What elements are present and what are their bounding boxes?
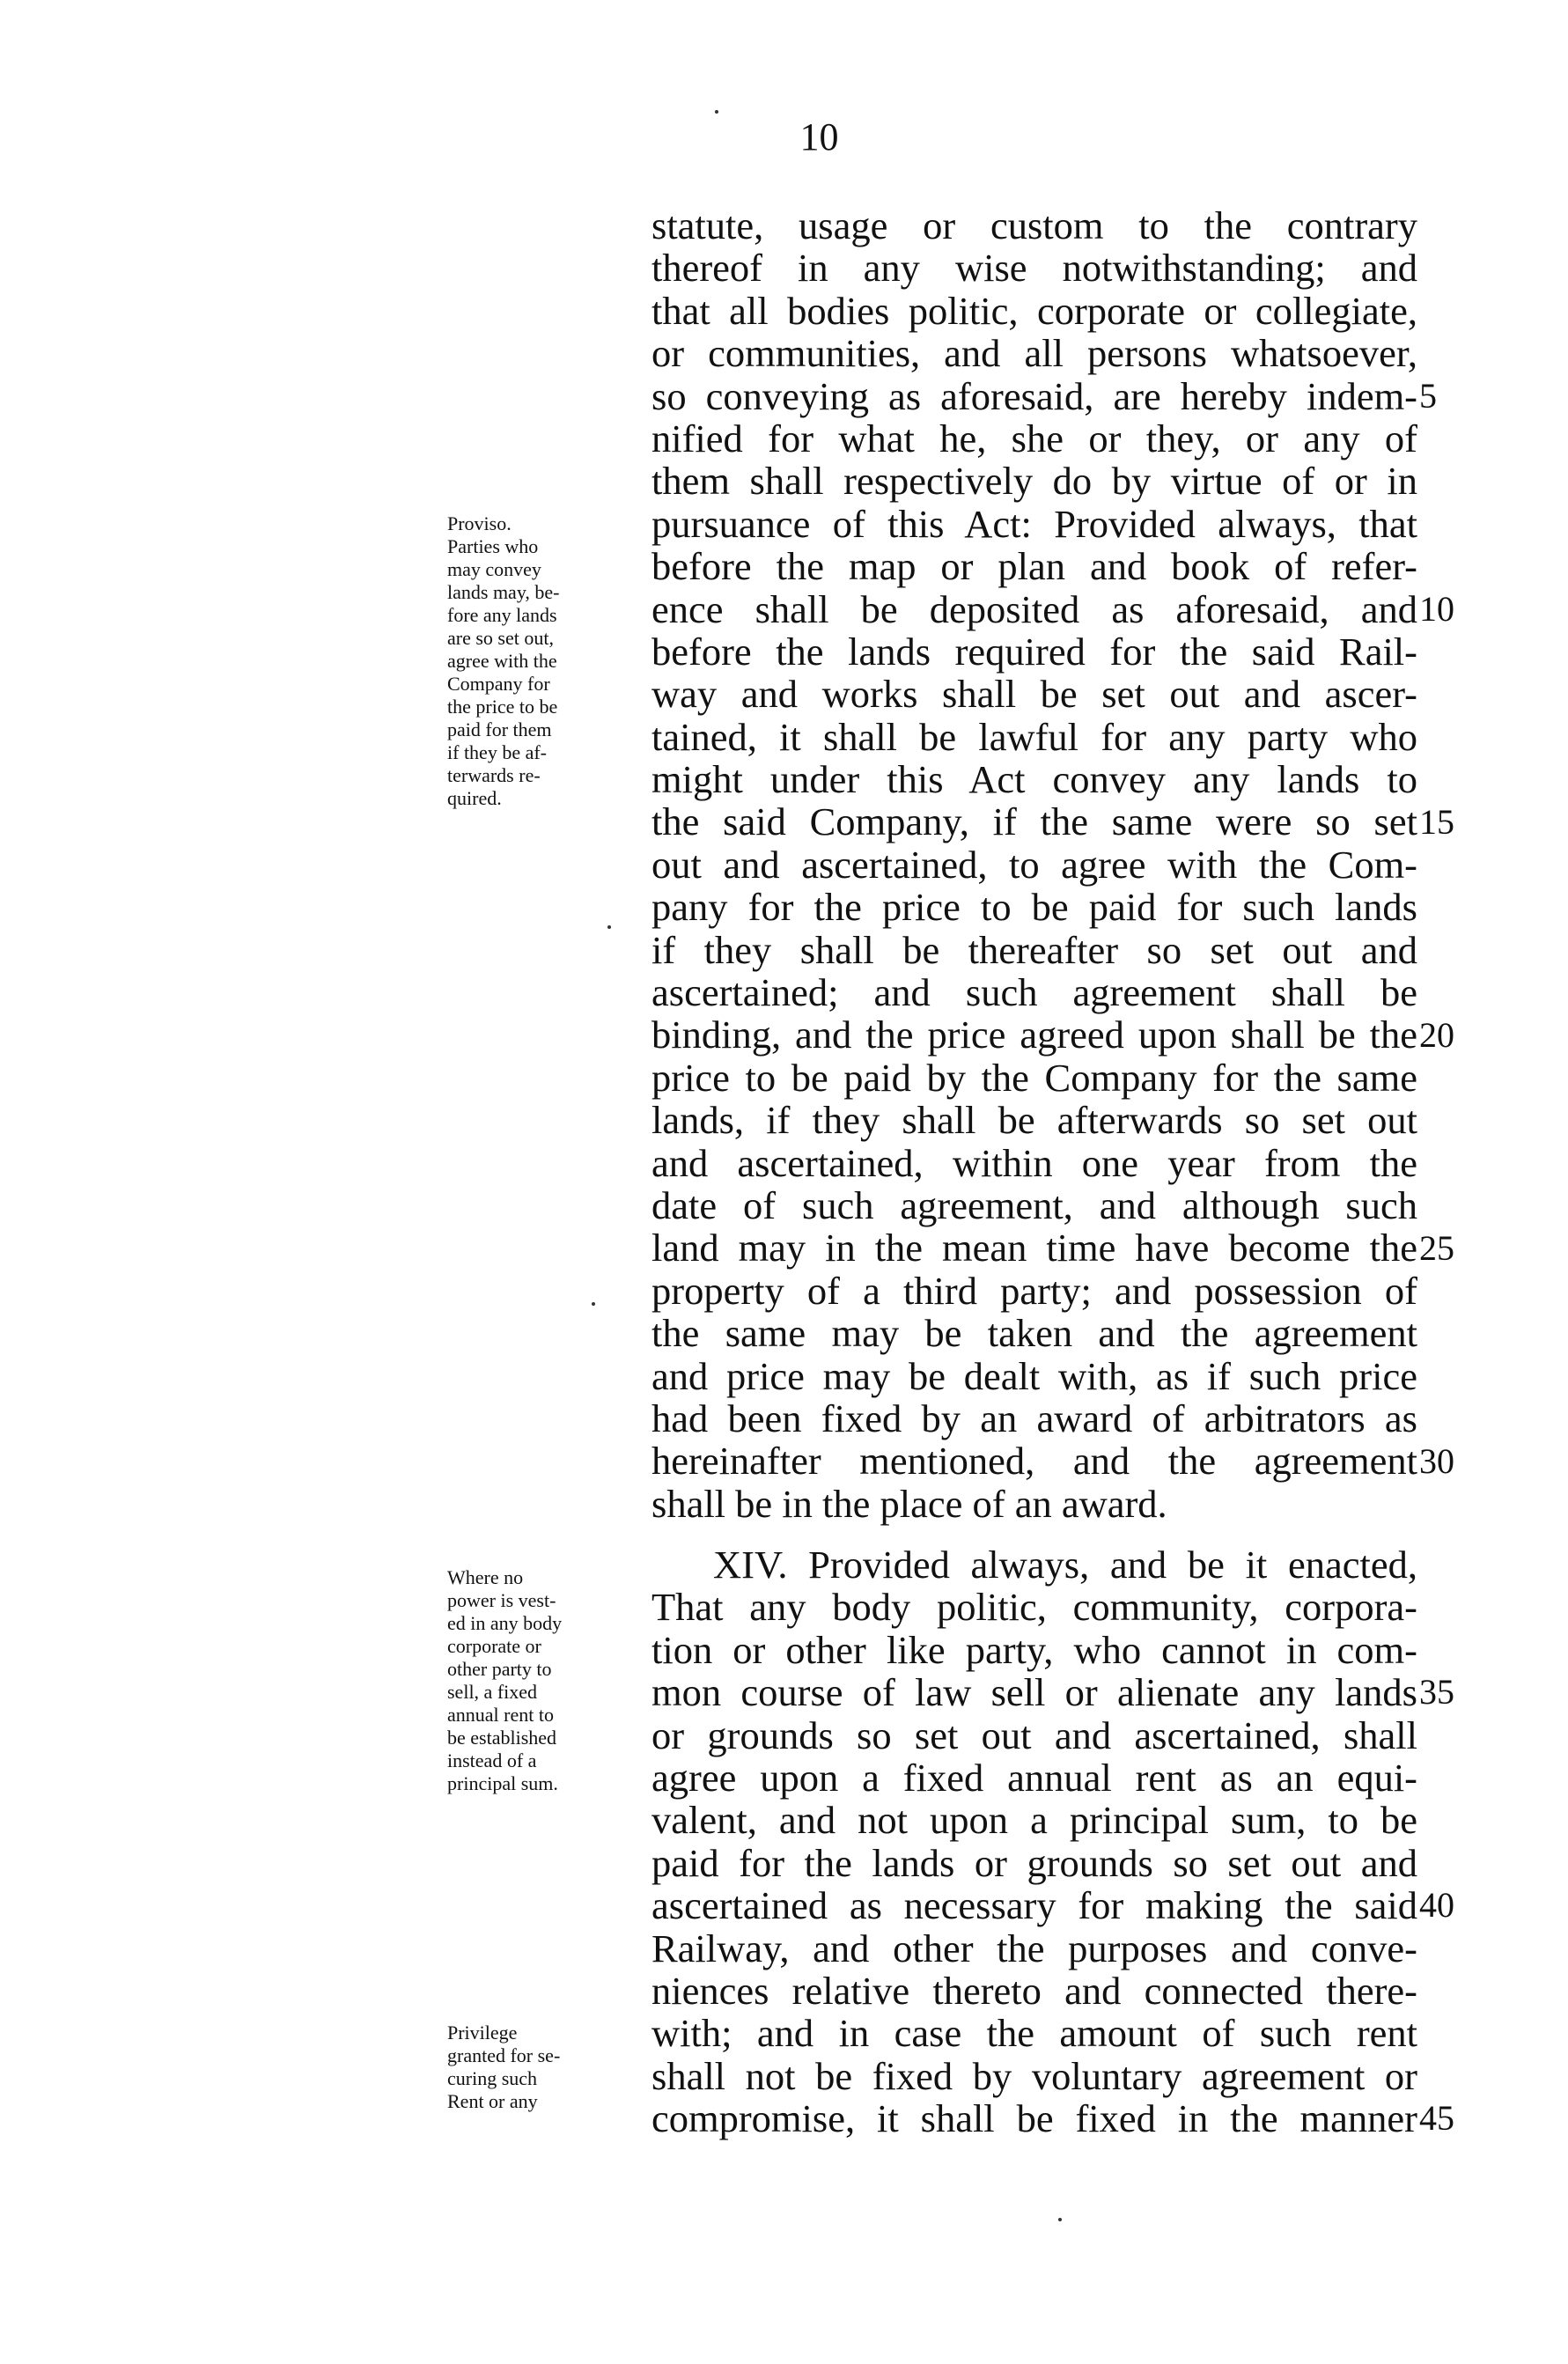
margin-note-proviso bbox=[447, 512, 623, 810]
body-line: or grounds so set out and ascertained, shall bbox=[651, 1712, 1417, 1757]
body-line: That any body politic, community, corpora- bbox=[651, 1585, 1417, 1630]
body-line: if they shall be thereafter so set out and bbox=[651, 927, 1417, 972]
margin-note-line: Rent or any bbox=[447, 2090, 538, 2112]
body-line: ence shall be deposited as aforesaid, and bbox=[651, 586, 1417, 631]
margin-note-line: curing such bbox=[447, 2067, 538, 2089]
margin-note-line: Company for bbox=[447, 673, 550, 695]
body-line: that all bodies politic, corporate or collegiate, bbox=[651, 288, 1417, 333]
body-line: agree upon a fixed annual rent as an equi- bbox=[651, 1755, 1417, 1800]
margin-note-line: granted for se- bbox=[447, 2044, 561, 2066]
body-line: the said Company, if the same were so set bbox=[651, 799, 1417, 844]
body-line: them shall respectively do by virtue of or in bbox=[651, 459, 1417, 504]
margin-note-line: Proviso. bbox=[447, 512, 512, 534]
body-line: way and works shall be set out and ascer- bbox=[651, 672, 1417, 717]
margin-note-line: Where no bbox=[447, 1566, 524, 1588]
body-line: thereof in any wise notwithstanding; and bbox=[651, 246, 1417, 291]
body-line: the same may be taken and the agreement bbox=[651, 1311, 1417, 1356]
body-line: tion or other like party, who cannot in com- bbox=[651, 1627, 1417, 1672]
body-line: statute, usage or custom to the contrary bbox=[651, 203, 1417, 247]
body-line: date of such agreement, and although such bbox=[651, 1182, 1417, 1227]
margin-note-line: terwards re- bbox=[447, 764, 541, 786]
body-line: so conveying as aforesaid, are hereby indem- bbox=[651, 373, 1417, 418]
body-line: had been fixed by an award of arbitrators as bbox=[651, 1396, 1417, 1440]
margin-note-line: are so set out, bbox=[447, 627, 554, 649]
body-line: niences relative thereto and connected there- bbox=[651, 1968, 1417, 2013]
margin-note-line: sell, a fixed bbox=[447, 1681, 538, 1703]
margin-note-line: fore any lands bbox=[447, 604, 557, 626]
margin-note-line: may convey bbox=[447, 558, 541, 580]
line-number: 10 bbox=[1419, 588, 1454, 629]
margin-note-line: ed in any body bbox=[447, 1612, 563, 1634]
margin-note-line: annual rent to bbox=[447, 1704, 554, 1726]
body-line: mon course of law sell or alienate any lands bbox=[651, 1670, 1417, 1715]
body-line: before the lands required for the said Rail- bbox=[651, 629, 1417, 674]
body-line: hereinafter mentioned, and the agreement bbox=[651, 1439, 1417, 1484]
body-line: shall be in the place of an award. bbox=[651, 1481, 1167, 1526]
line-number: 30 bbox=[1419, 1440, 1454, 1481]
margin-note-line: if they be af- bbox=[447, 741, 547, 763]
body-line: ascertained as necessary for making the said bbox=[651, 1883, 1417, 1928]
body-line: out and ascertained, to agree with the Com- bbox=[651, 842, 1417, 887]
body-line: and ascertained, within one year from the bbox=[651, 1140, 1417, 1185]
margin-note-line: Privilege bbox=[447, 2022, 518, 2044]
margin-note-privilege bbox=[447, 2022, 623, 2113]
margin-note-line: the price to be bbox=[447, 696, 558, 718]
scan-speck bbox=[607, 925, 611, 929]
margin-note-line: be established bbox=[447, 1727, 557, 1749]
scan-speck bbox=[1058, 2218, 1062, 2221]
margin-note-line: other party to bbox=[447, 1658, 552, 1680]
line-number: 5 bbox=[1419, 375, 1437, 416]
body-text-section-1 bbox=[651, 204, 1417, 1525]
scan-speck bbox=[715, 110, 718, 114]
body-line: pany for the price to be paid for such lands bbox=[651, 885, 1417, 930]
body-line: paid for the lands or grounds so set out and bbox=[651, 1840, 1417, 1885]
line-number: 20 bbox=[1419, 1014, 1454, 1055]
margin-note-line: corporate or bbox=[447, 1635, 541, 1657]
body-line: nified for what he, she or they, or any of bbox=[651, 416, 1417, 460]
body-line: property of a third party; and possession of bbox=[651, 1268, 1417, 1313]
body-line: and price may be dealt with, as if such price bbox=[651, 1353, 1417, 1398]
body-line: or communities, and all persons whatsoever, bbox=[651, 331, 1417, 376]
margin-note-line: paid for them bbox=[447, 718, 552, 740]
margin-note-line: instead of a bbox=[447, 1749, 537, 1771]
margin-note-line: principal sum. bbox=[447, 1772, 558, 1794]
line-number: 45 bbox=[1419, 2098, 1454, 2139]
body-line: ascertained; and such agreement shall be bbox=[651, 970, 1417, 1015]
margin-note-line: power is vest- bbox=[447, 1589, 556, 1611]
body-line: with; and in case the amount of such rent bbox=[651, 2011, 1417, 2056]
body-line: before the map or plan and book of refer- bbox=[651, 544, 1417, 589]
margin-note-line: Parties who bbox=[447, 535, 539, 557]
body-line: lands, if they shall be afterwards so set out bbox=[651, 1098, 1417, 1143]
body-line: shall not be fixed by voluntary agreement or bbox=[651, 2053, 1417, 2098]
line-number: 40 bbox=[1419, 1885, 1454, 1926]
body-line: land may in the mean time have become the bbox=[651, 1226, 1417, 1270]
body-line: valent, and not upon a principal sum, to be bbox=[651, 1798, 1417, 1843]
body-line: pursuance of this Act: Provided always, that bbox=[651, 501, 1417, 546]
section-heading-line: XIV. Provided always, and be it enacted, bbox=[713, 1543, 1417, 1587]
body-line: might under this Act convey any lands to bbox=[651, 757, 1417, 802]
body-line: Railway, and other the purposes and conve- bbox=[651, 1926, 1417, 1970]
margin-note-where-no-power bbox=[447, 1566, 623, 1795]
body-line: compromise, it shall be fixed in the manner bbox=[651, 2096, 1417, 2141]
body-line: tained, it shall be lawful for any party who bbox=[651, 714, 1417, 759]
margin-note-line: agree with the bbox=[447, 650, 557, 672]
line-number: 15 bbox=[1419, 801, 1454, 842]
body-line: binding, and the price agreed upon shall be the bbox=[651, 1013, 1417, 1057]
scan-speck bbox=[592, 1302, 595, 1306]
body-line: price to be paid by the Company for the same bbox=[651, 1055, 1417, 1100]
line-number: 25 bbox=[1419, 1227, 1454, 1268]
margin-note-line: lands may, be- bbox=[447, 581, 560, 603]
body-text-section-xiv bbox=[651, 1543, 1417, 2139]
page-number: 10 bbox=[799, 115, 839, 158]
line-number: 35 bbox=[1419, 1672, 1454, 1712]
margin-note-line: quired. bbox=[447, 787, 502, 809]
